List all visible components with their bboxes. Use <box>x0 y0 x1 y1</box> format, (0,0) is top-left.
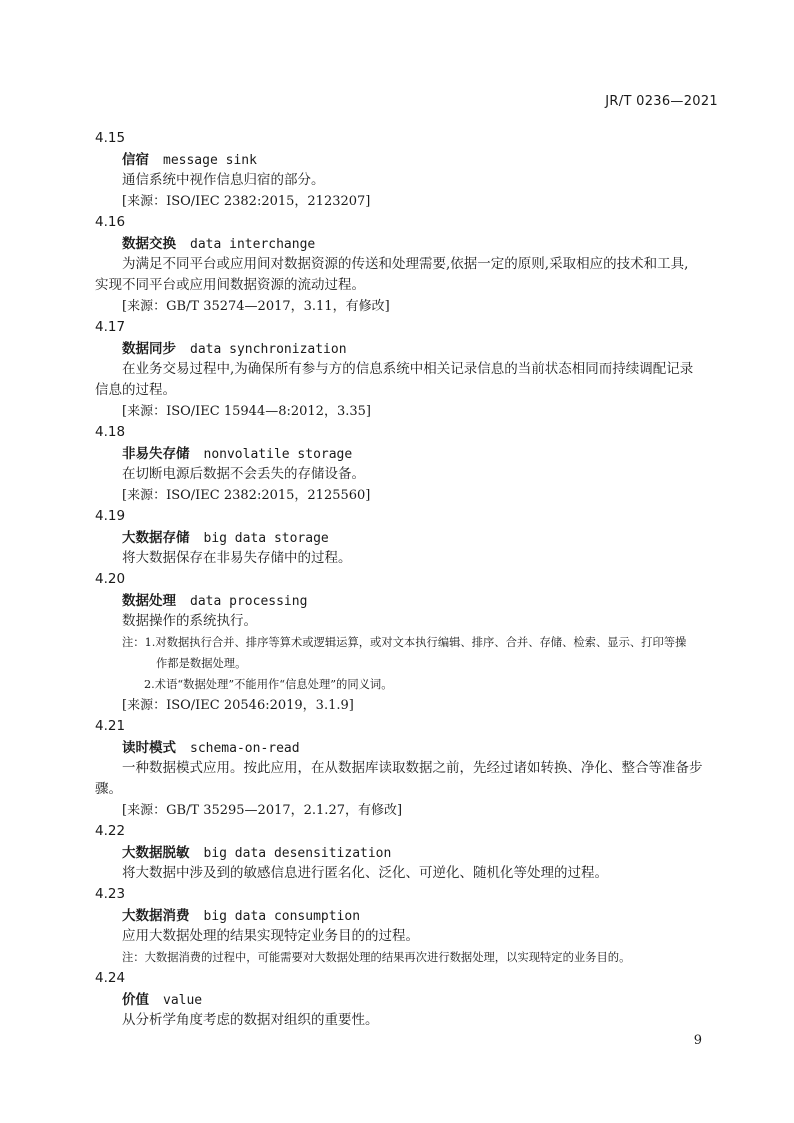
source-citation: [来源：GB/T 35295—2017，2.1.27，有修改] <box>122 803 403 818</box>
term-entry <box>95 317 723 422</box>
definition: 一种数据模式应用。按此应用，在从数据库读取数据之前，先经过诸如转换、净化、整合等准备步 <box>122 760 703 776</box>
term-heading <box>122 842 723 863</box>
term-zh: 大数据脱敏 <box>122 845 190 861</box>
term-zh: 价值 <box>122 992 149 1008</box>
term-entry <box>95 884 723 968</box>
definition: 为满足不同平台或应用间对数据资源的传送和处理需要,依据一定的原则,采取相应的技术和工具, <box>122 256 689 272</box>
term-en: big data desensitization <box>203 846 392 861</box>
source-citation: [来源：GB/T 35274—2017，3.11，有修改] <box>122 299 390 314</box>
definition: 应用大数据处理的结果实现特定业务目的的过程。 <box>122 928 419 944</box>
term-en: data interchange <box>190 237 316 252</box>
entry-number: 4.21 <box>95 718 126 734</box>
source-citation: [来源：ISO/IEC 2382:2015，2125560] <box>122 488 371 503</box>
entry-number: 4.19 <box>95 508 126 524</box>
term-zh: 读时模式 <box>122 740 176 756</box>
entry-number: 4.23 <box>95 886 126 902</box>
term-en: schema-on-read <box>190 741 300 756</box>
terms-list <box>95 128 723 1031</box>
term-en: value <box>163 993 203 1008</box>
term-en: data synchronization <box>190 342 347 357</box>
note-marker: 2. <box>144 678 155 691</box>
entry-number: 4.18 <box>95 424 126 440</box>
definition: 在业务交易过程中,为确保所有参与方的信息系统中相关记录信息的当前状态相同而持续调配记录 <box>122 361 694 377</box>
entry-number: 4.22 <box>95 823 126 839</box>
definition-continued: 信息的过程。 <box>95 382 176 398</box>
term-heading <box>122 905 723 926</box>
page-number: 9 <box>693 1033 702 1048</box>
term-zh: 大数据存储 <box>122 530 190 546</box>
note-item: 注：大数据消费的过程中，可能需要对大数据处理的结果再次进行数据处理，以实现特定的业务目的。 <box>122 951 631 964</box>
term-entry <box>95 716 723 821</box>
definition-continued: 骤。 <box>95 781 122 797</box>
term-zh: 数据处理 <box>122 593 176 609</box>
source-citation: [来源：ISO/IEC 15944—8:2012，3.35] <box>122 404 371 419</box>
note-continuation: 作都是数据处理。 <box>156 657 247 670</box>
term-zh: 数据交换 <box>122 236 176 252</box>
definition: 从分析学角度考虑的数据对组织的重要性。 <box>122 1012 379 1028</box>
term-zh: 信宿 <box>122 152 149 168</box>
entry-number: 4.15 <box>95 130 126 146</box>
term-heading <box>122 737 723 758</box>
entry-number: 4.17 <box>95 319 126 335</box>
term-en: big data storage <box>203 531 329 546</box>
source-citation: [来源：ISO/IEC 20546:2019，3.1.9] <box>122 698 354 713</box>
term-heading <box>122 149 723 170</box>
definition-continued: 实现不同平台或应用间数据资源的流动过程。 <box>95 277 365 293</box>
term-entry <box>95 212 723 317</box>
definition: 将大数据中涉及到的敏感信息进行匿名化、泛化、可逆化、随机化等处理的过程。 <box>122 865 608 881</box>
term-entry <box>95 569 723 716</box>
term-heading <box>122 443 723 464</box>
term-zh: 大数据消费 <box>122 908 190 924</box>
entry-number: 4.24 <box>95 970 126 986</box>
term-entry <box>95 506 723 569</box>
definition: 在切断电源后数据不会丢失的存储设备。 <box>122 466 365 482</box>
term-zh: 非易失存储 <box>122 446 190 462</box>
note-text: 术语“数据处理”不能用作“信息处理”的同义词。 <box>154 678 393 691</box>
term-entry <box>95 422 723 506</box>
note-marker: 1. <box>144 636 156 649</box>
term-entry <box>95 821 723 884</box>
definition: 数据操作的系统执行。 <box>122 613 257 629</box>
definition: 通信系统中视作信息归宿的部分。 <box>122 172 325 188</box>
term-heading <box>122 527 723 548</box>
term-zh: 数据同步 <box>122 341 176 357</box>
term-en: big data consumption <box>203 909 361 924</box>
term-entry <box>95 128 723 212</box>
term-heading <box>122 338 723 359</box>
note-text: 对数据执行合并、排序等算术或逻辑运算，或对文本执行编辑、排序、合并、存储、检索、显示、打印等操 <box>155 636 687 649</box>
term-heading <box>122 590 723 611</box>
note-item <box>122 632 723 653</box>
entry-number: 4.20 <box>95 571 126 587</box>
document-code: JR/T 0236—2021 <box>605 94 718 109</box>
source-citation: [来源：ISO/IEC 2382:2015，2123207] <box>122 194 371 209</box>
term-entry <box>95 968 723 1031</box>
term-heading <box>122 233 723 254</box>
term-en: nonvolatile storage <box>203 447 353 462</box>
term-en: data processing <box>190 594 308 609</box>
term-heading <box>122 989 723 1010</box>
entry-number: 4.16 <box>95 214 126 230</box>
note-label: 注： <box>122 636 145 649</box>
definition: 将大数据保存在非易失存储中的过程。 <box>122 550 352 566</box>
note-item <box>122 674 723 695</box>
term-en: message sink <box>163 153 257 168</box>
